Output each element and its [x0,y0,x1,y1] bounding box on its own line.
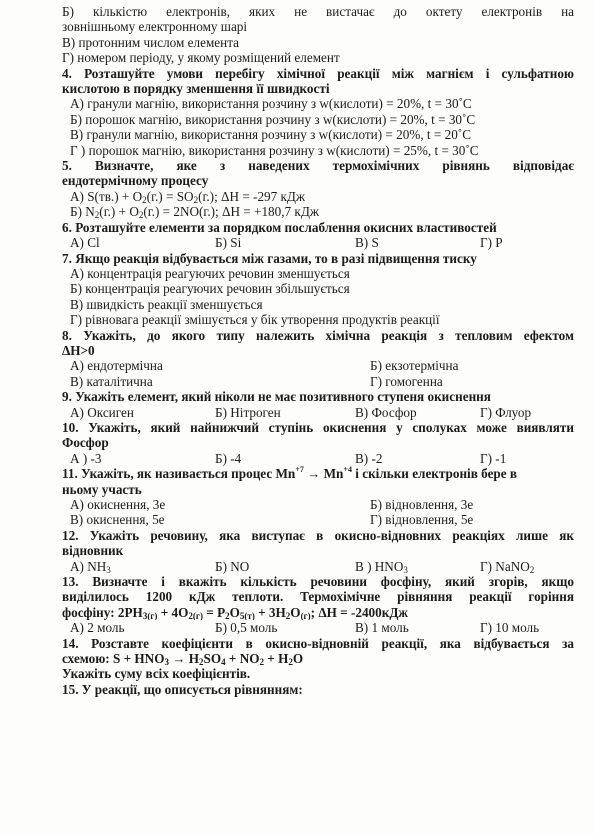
q8-options-row2 [62,374,574,389]
q8-text-cont: ΔH>0 [62,342,95,358]
q7-option: Г) рівновага реакції змішується у бік утворення продуктів реакції [70,312,440,328]
q8-options-row1 [62,358,574,373]
q10-text-cont: Фосфор [62,435,109,451]
q8-option: Б) екзотермічна [370,358,459,374]
q11-options-row1 [62,497,574,512]
line-q4-b: кислотою в порядку зменшення її швидкості [62,81,330,97]
q10-option: Б) -4 [215,450,242,466]
q11-options-row2 [62,512,574,527]
q13-equation: фосфіну: $2PH_{3(г)} + 4O_{2(г)} = P_2O_{5(т)} + 3H_2O_{(г)}$; ΔH = -2400кДж [62,604,408,621]
line-p3v: В) протонним числом елемента [62,34,239,50]
line-p3g: Г) номером періоду, у якому розміщений елемент [62,50,340,66]
q9-option: А) Оксиген [70,404,134,420]
q11-text: 11. Укажіть, як називається процес $Mn^{+7} \to Mn^{+4}$ і скільки електронів бере в [62,466,518,482]
q9-option: Г) Флуор [480,404,532,420]
line-q4-a: 4. Розташуйте умови перебігу хімічної реакції між магнієм і сульфатною [62,65,574,81]
q14-equation: схемою: $S + HNO_3 \to H_2SO_4 + NO_2 + H_2O$ [62,651,304,667]
q6-option: В) S [355,235,379,251]
q13-option: А) 2 моль [70,620,125,636]
q9-option: Б) Нітроген [215,404,281,420]
q7-option: Б) концентрація реагуючих речовин збільшується [70,281,350,297]
q5-option-a: А) $S(тв.) + O_2(г.) = SO_2(г.)$; ΔH = -297 кДж [70,188,306,205]
line-p3b-a: Б) кількістю електронів, яких не вистачає до октету електронів на [62,4,574,19]
q11-text-cont: ньому участь [62,481,142,497]
q8-option: Г) гомогенна [370,373,443,389]
q12-options [62,559,574,574]
q10-option: Г) -1 [480,450,507,466]
line-q5-a: 5. Визначте, яке з наведених термохімічних рівнянь відповідає [62,158,574,174]
q10-option: В) -2 [355,450,383,466]
q13-option: Г) 10 моль [480,620,540,636]
q15-text: 15. У реакції, що описується рівнянням: [62,681,303,697]
line-q5-b: ендотермічному процесу [62,173,209,189]
q9-options [62,405,574,420]
line-q4a: А) гранули магнію, використання розчину з w(кислоти) = 20%, t = 30˚C [70,96,472,112]
q7-option: А) концентрація реагуючих речовин зменшується [70,265,350,281]
q6-option: Г) P [480,235,503,251]
q11-option: А) окиснення, 3е [70,497,166,512]
q13-options [62,620,574,635]
q13-text-cont: виділилось 1200 кДж теплоти. Термохімічне рівняння реакції горіння [62,589,574,605]
q9-text: 9. Укажіть елемент, який ніколи не має позитивного ступеня окиснення [62,389,491,405]
line-q4v: В) гранули магнію, використання розчину з w(кислоти) = 20%, t = 20˚C [70,127,471,143]
q11-option: Б) відновлення, 3е [370,497,474,512]
q7-text: 7. Якщо реакція відбувається між газами, то в разі підвищення тиску [62,250,477,266]
q11-option: Г) відновлення, 5е [370,512,474,528]
q10-text: 10. Укажіть, який найнижчий ступінь окиснення у сполуках може виявляти [62,419,574,435]
q7-option: В) швидкість реакції зменшується [70,296,263,312]
q8-option: В) каталітична [70,373,153,389]
q13-option: Б) 0,5 моль [215,620,278,636]
q10-option: А ) -3 [70,450,102,466]
q13-option: В) 1 моль [355,620,409,636]
q12-option: Б) NO [215,558,250,574]
q8-text: 8. Укажіть, до якого типу належить хімічна реакція з тепловим ефектом [62,327,574,343]
q14-text: 14. Розставте коефіцієнти в окисно-відновній реакції, яка відбувається за [62,635,574,651]
q12-text: 12. Укажіть речовину, яка виступає в окисно-відновних реакціях лише як [62,527,574,543]
q13-text: 13. Визначте і вкажіть кількість речовини фосфіну, який згорів, якщо [62,574,574,590]
q10-options [62,451,574,466]
q6-option: А) Cl [70,235,100,251]
q12-option: Г) NaNO$_2$ [480,558,535,575]
q5-option-b: Б) $N_2(г.) + O_2(г.) = 2NO(г.)$; ΔH = +180,7 кДж [70,204,319,220]
line-p3b-b: зовнішньому електронному шарі [62,19,248,35]
q14-text-cont: Укажіть суму всіх коефіцієнтів. [62,666,251,682]
q8-option: А) ендотермічна [70,358,163,374]
q11-option: В) окиснення, 5е [70,512,165,528]
q6-option: Б) Si [215,235,242,251]
q6-text: 6. Розташуйте елементи за порядком послаблення окисних властивостей [62,219,497,235]
line-q4g: Г ) порошок магнію, використання розчину з w(кислоти) = 25%, t = 30˚C [70,142,479,158]
q12-option: В ) $HNO_3$ [355,558,408,575]
q9-option: В) Фосфор [355,404,417,420]
line-q4b: Б) порошок магнію, використання розчину з w(кислоти) = 20%, t = 30˚C [70,111,476,127]
q6-options [62,235,574,250]
q12-text-cont: відновник [62,543,124,559]
text-lines [62,4,574,189]
q12-option: А) $NH_3$ [70,558,111,575]
